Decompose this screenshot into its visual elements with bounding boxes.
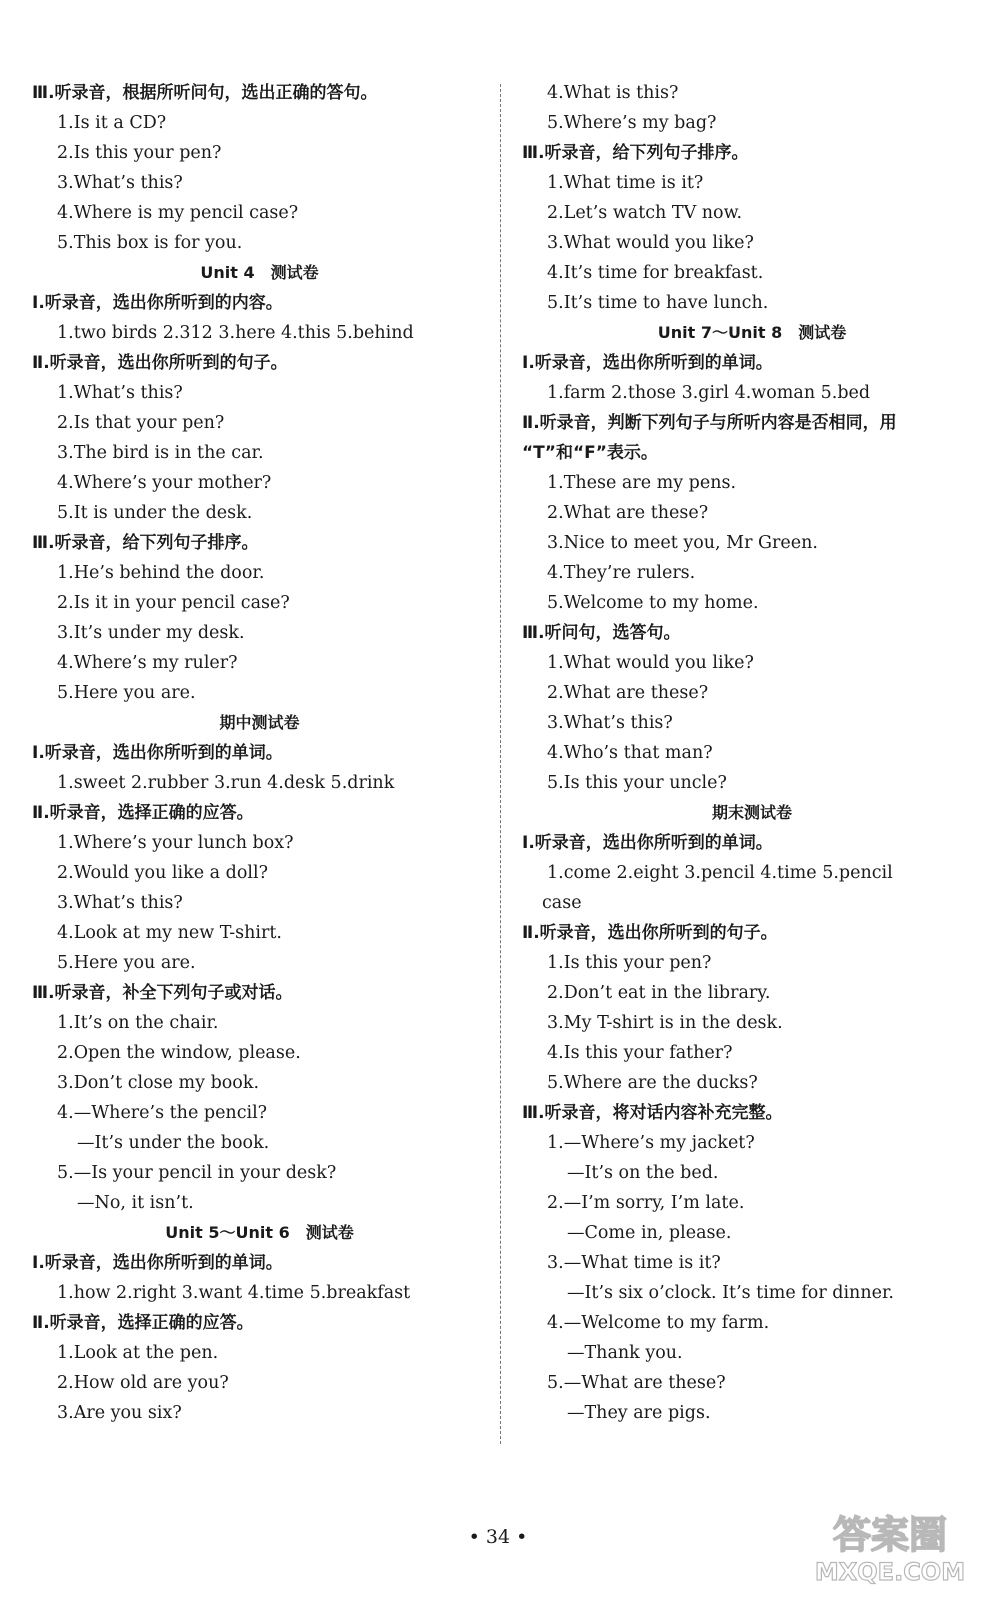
answer-line: 4.Is this your father?: [547, 1043, 733, 1063]
test-title: 期末测试卷: [711, 803, 792, 822]
section-heading: Ⅲ.听录音，将对话内容补充完整。: [522, 1103, 783, 1123]
test-title: Unit 5～Unit 6 测试卷: [165, 1223, 354, 1242]
answer-line: 1.Look at the pen.: [57, 1343, 219, 1363]
answer-line: 4.Look at my new T-shirt.: [57, 923, 282, 943]
answer-line: 3.My T-shirt is in the desk.: [547, 1013, 783, 1033]
answer-reply-line: —They are pigs.: [567, 1403, 711, 1423]
answer-reply-line: —It’s on the bed.: [567, 1163, 719, 1183]
answer-line: 2.What are these?: [547, 683, 709, 703]
answer-line: 5.Where’s my bag?: [547, 113, 717, 133]
answer-line: 1.It’s on the chair.: [57, 1013, 219, 1033]
answer-line: 3.What’s this?: [57, 893, 183, 913]
answer-line: 1.Is this your pen?: [547, 953, 712, 973]
answer-line: 5.Here you are.: [57, 683, 196, 703]
answer-line: 2.Is this your pen?: [57, 143, 222, 163]
section-heading: Ⅲ.听录音，给下列句子排序。: [522, 143, 749, 163]
watermark-logo: [803, 1504, 978, 1586]
answer-line: 3.Don’t close my book.: [57, 1073, 260, 1093]
answer-line: 5.Is this your uncle?: [547, 773, 727, 793]
answer-line: 4.They’re rulers.: [547, 563, 696, 583]
section-heading: Ⅰ.听录音，选出你所听到的单词。: [522, 833, 773, 853]
test-title: Unit 7～Unit 8 测试卷: [657, 323, 847, 342]
section-heading: Ⅱ.听录音，选择正确的应答。: [32, 1313, 254, 1333]
answer-line: 5.It is under the desk.: [57, 503, 253, 523]
answer-line: 2.—I’m sorry, I’m late.: [547, 1193, 745, 1213]
answer-line: 3.Nice to meet you, Mr Green.: [547, 533, 818, 553]
test-title: 期中测试卷: [219, 713, 300, 732]
section-heading: Ⅰ.听录音，选出你所听到的单词。: [32, 743, 283, 763]
answer-line: 4.—Where’s the pencil?: [57, 1103, 268, 1123]
answer-line: 4.Where is my pencil case?: [57, 203, 299, 223]
answer-line: 5.Welcome to my home.: [547, 593, 759, 613]
answer-line: 5.—Is your pencil in your desk?: [57, 1163, 337, 1183]
answer-line: 3.The bird is in the car.: [57, 443, 264, 463]
section-heading: Ⅲ.听录音，给下列句子排序。: [32, 533, 259, 553]
answer-line: 1.These are my pens.: [547, 473, 737, 493]
answer-line: 2.What are these?: [547, 503, 709, 523]
page-number: • 34 •: [468, 1526, 528, 1548]
answer-line: 4.Where’s your mother?: [57, 473, 272, 493]
section-heading: Ⅲ.听问句，选答句。: [522, 623, 681, 643]
answer-line: 1.What would you like?: [547, 653, 754, 673]
watermark-url: MXQE.COM: [814, 1558, 966, 1586]
answer-line: 4.Who’s that man?: [547, 743, 713, 763]
answer-line: 2.Don’t eat in the library.: [547, 983, 771, 1003]
answer-reply-line: —Thank you.: [567, 1343, 683, 1363]
answer-line: 5.—What are these?: [547, 1373, 726, 1393]
column-divider: [500, 84, 501, 1444]
answer-line: 1.He’s behind the door.: [57, 563, 265, 583]
answer-line: 5.This box is for you.: [57, 233, 243, 253]
answer-line: 1.Is it a CD?: [57, 113, 167, 133]
answer-line: 2.How old are you?: [57, 1373, 229, 1393]
section-heading: Ⅱ.听录音，选择正确的应答。: [32, 803, 254, 823]
answer-line: 5.Where are the ducks?: [547, 1073, 758, 1093]
section-heading: Ⅱ.听录音，判断下列句子与所听内容是否相同，用: [522, 413, 897, 433]
answer-reply-line: —It’s under the book.: [77, 1133, 270, 1153]
answer-line: 4.What is this?: [547, 83, 679, 103]
answer-line: 5.It’s time to have lunch.: [547, 293, 769, 313]
answer-line: 1.how 2.right 3.want 4.time 5.breakfast: [57, 1283, 411, 1303]
answer-line: 4.—Welcome to my farm.: [547, 1313, 770, 1333]
answer-line: 1.sweet 2.rubber 3.run 4.desk 5.drink: [57, 773, 395, 793]
section-heading: Ⅱ.听录音，选出你所听到的句子。: [32, 353, 288, 373]
answer-line: 3.—What time is it?: [547, 1253, 721, 1273]
answer-line: 1.—Where’s my jacket?: [547, 1133, 755, 1153]
answer-line: 1.farm 2.those 3.girl 4.woman 5.bed: [547, 383, 871, 403]
answer-line: 1.come 2.eight 3.pencil 4.time 5.pencil: [547, 863, 893, 883]
answer-line-wrap: case: [542, 893, 582, 913]
answer-line: 1.What time is it?: [547, 173, 704, 193]
answer-line: 2.Is that your pen?: [57, 413, 225, 433]
answer-line: 4.It’s time for breakfast.: [547, 263, 764, 283]
section-heading: “T”和“F”表示。: [522, 443, 658, 463]
answer-line: 3.Are you six?: [57, 1403, 182, 1423]
section-heading: Ⅰ.听录音，选出你所听到的内容。: [32, 293, 283, 313]
test-title: Unit 4 测试卷: [200, 263, 319, 282]
answer-line: 3.It’s under my desk.: [57, 623, 245, 643]
answer-reply-line: —It’s six o’clock. It’s time for dinner.: [567, 1283, 894, 1303]
watermark-text: 答案圈: [832, 1513, 948, 1557]
answer-line: 1.Where’s your lunch box?: [57, 833, 294, 853]
answer-line: 3.What’s this?: [547, 713, 673, 733]
answer-line: 4.Where’s my ruler?: [57, 653, 238, 673]
right-column: [522, 78, 982, 1428]
answer-reply-line: —Come in, please.: [567, 1223, 732, 1243]
section-heading: Ⅰ.听录音，选出你所听到的单词。: [522, 353, 773, 373]
section-heading: Ⅲ.听录音，根据所听问句，选出正确的答句。: [32, 83, 378, 103]
answer-line: 2.Would you like a doll?: [57, 863, 268, 883]
left-column: [32, 78, 487, 1428]
answer-line: 2.Is it in your pencil case?: [57, 593, 290, 613]
section-heading: Ⅱ.听录音，选出你所听到的句子。: [522, 923, 778, 943]
answer-line: 1.two birds 2.312 3.here 4.this 5.behind: [57, 323, 414, 343]
answer-line: 1.What’s this?: [57, 383, 183, 403]
section-heading: Ⅰ.听录音，选出你所听到的单词。: [32, 1253, 283, 1273]
answer-line: 3.What’s this?: [57, 173, 183, 193]
section-heading: Ⅲ.听录音，补全下列句子或对话。: [32, 983, 293, 1003]
answer-line: 5.Here you are.: [57, 953, 196, 973]
answer-line: 3.What would you like?: [547, 233, 754, 253]
answer-line: 2.Let’s watch TV now.: [547, 203, 743, 223]
answer-line: 2.Open the window, please.: [57, 1043, 301, 1063]
answer-reply-line: —No, it isn’t.: [77, 1193, 194, 1213]
